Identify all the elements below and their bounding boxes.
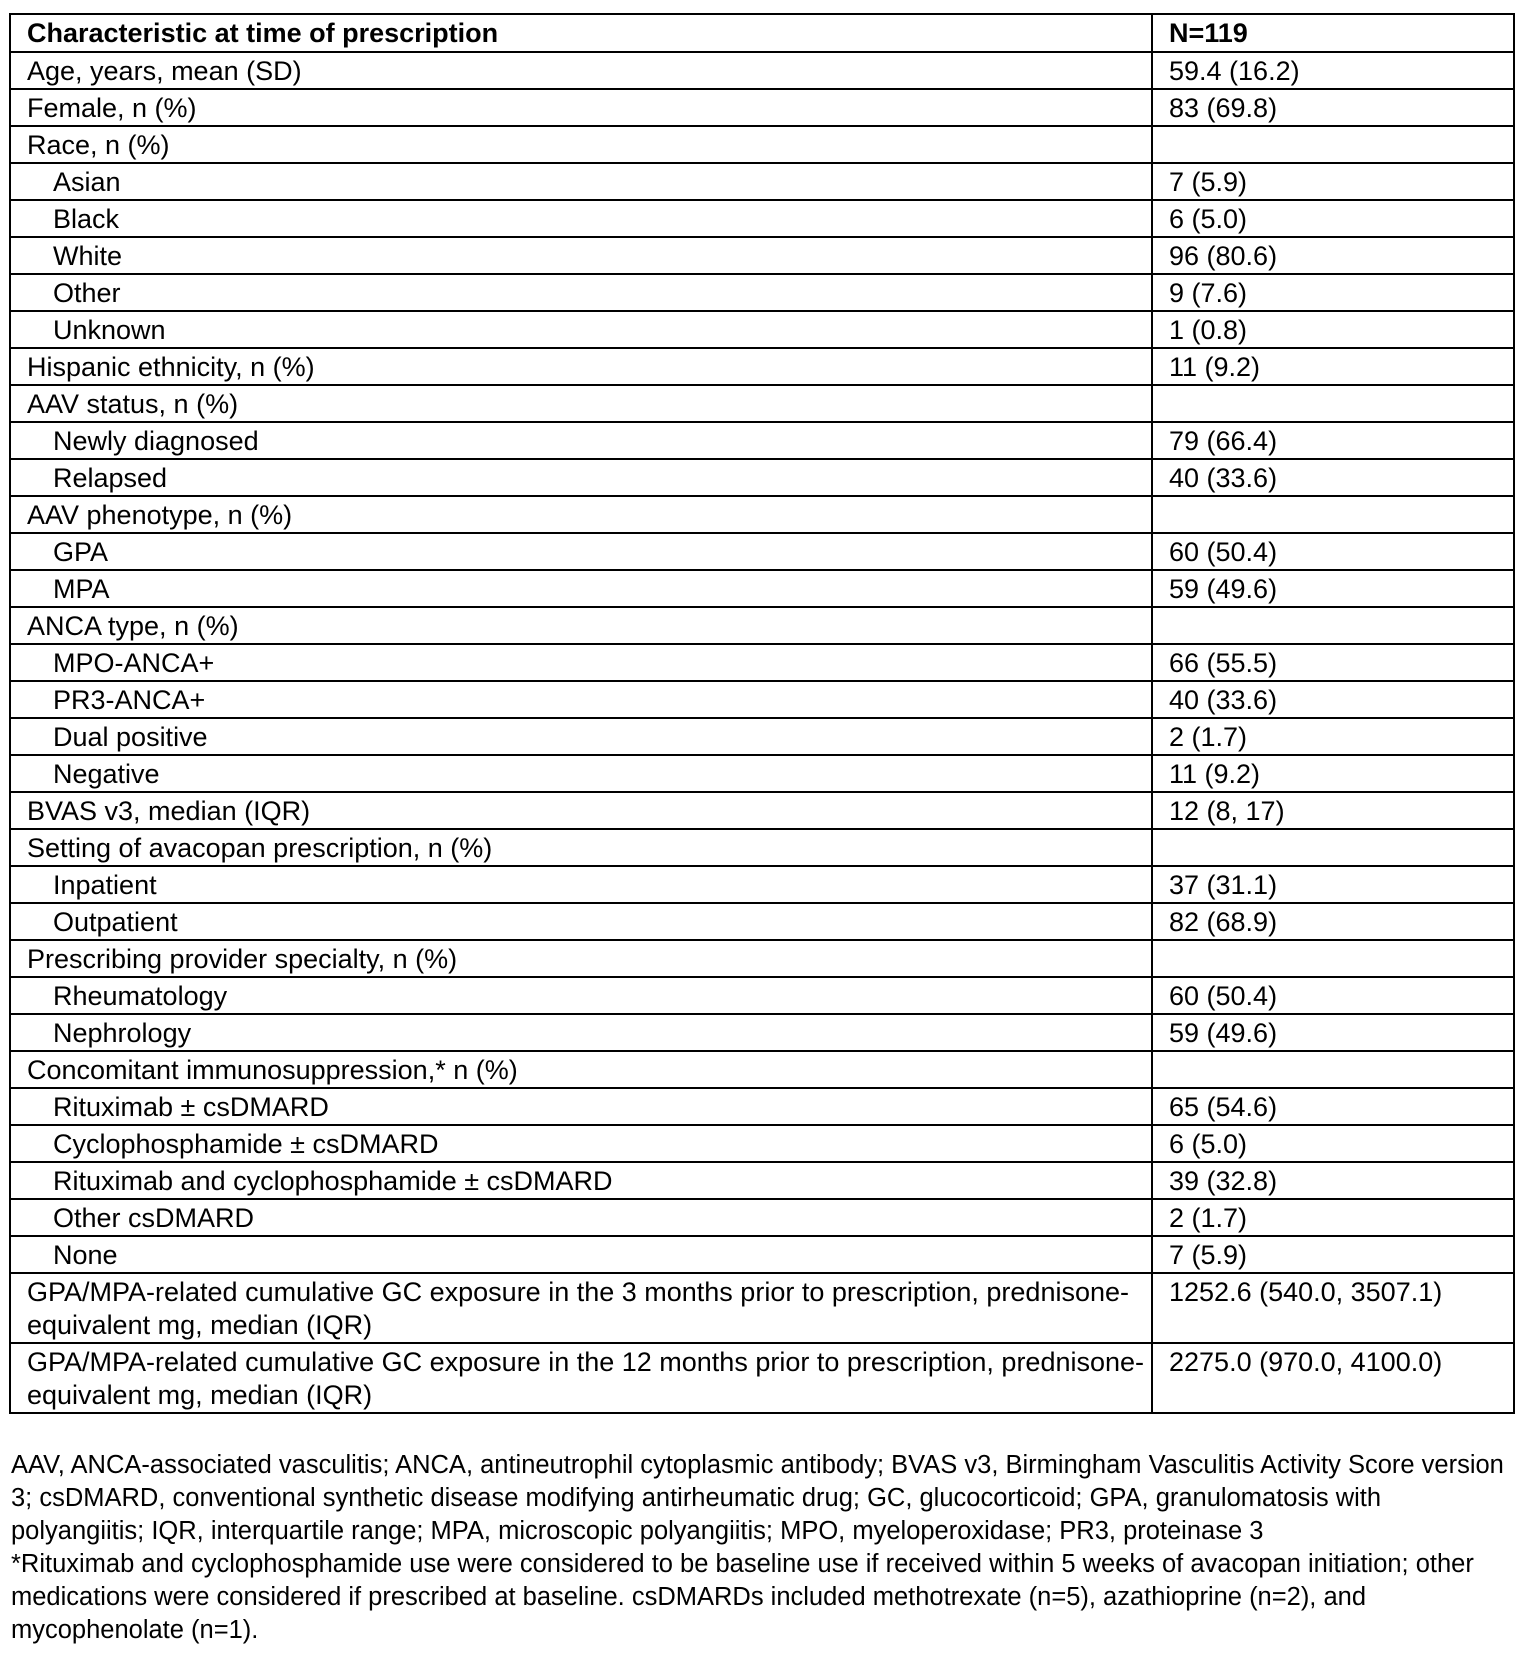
row-value: 6 (5.0) (1152, 1125, 1514, 1162)
row-label-cell (10, 1051, 1152, 1088)
row-label: MPO-ANCA+ (53, 648, 215, 678)
row-value: 59.4 (16.2) (1152, 52, 1514, 89)
table-row (10, 1273, 1514, 1343)
table-row (10, 792, 1514, 829)
row-value: 60 (50.4) (1152, 533, 1514, 570)
row-value: 83 (69.8) (1152, 89, 1514, 126)
row-label-cell (10, 163, 1152, 200)
row-value: 79 (66.4) (1152, 422, 1514, 459)
row-label-cell (10, 940, 1152, 977)
row-label-cell (10, 459, 1152, 496)
table-row (10, 644, 1514, 681)
row-value (1152, 829, 1514, 866)
header-characteristic: Characteristic at time of prescription (10, 14, 1152, 52)
row-label-cell (10, 570, 1152, 607)
row-label: AAV status, n (%) (27, 389, 239, 419)
row-value: 1252.6 (540.0, 3507.1) (1152, 1273, 1514, 1343)
row-value: 96 (80.6) (1152, 237, 1514, 274)
row-label: White (53, 241, 123, 271)
row-label-cell (10, 1125, 1152, 1162)
table-row (10, 1236, 1514, 1273)
row-label-cell (10, 274, 1152, 311)
row-label: GPA/MPA-related cumulative GC exposure in the 3 months prior to prescription, prednisone-equivalent mg, median (IQR) (27, 1277, 1130, 1340)
table-row (10, 1162, 1514, 1199)
row-label-cell (10, 607, 1152, 644)
row-label-cell (10, 755, 1152, 792)
row-label-cell (10, 903, 1152, 940)
row-label-cell (10, 1273, 1152, 1343)
row-label-cell (10, 200, 1152, 237)
table-notes (11, 1449, 1516, 1647)
row-value: 1 (0.8) (1152, 311, 1514, 348)
row-label-cell (10, 126, 1152, 163)
row-value: 7 (5.9) (1152, 163, 1514, 200)
table-row (10, 422, 1514, 459)
row-label: Rheumatology (53, 981, 228, 1011)
table-row (10, 496, 1514, 533)
row-value: 66 (55.5) (1152, 644, 1514, 681)
row-label-cell (10, 1199, 1152, 1236)
row-value: 65 (54.6) (1152, 1088, 1514, 1125)
row-value: 12 (8, 17) (1152, 792, 1514, 829)
row-label: Age, years, mean (SD) (27, 56, 302, 86)
table-row (10, 89, 1514, 126)
row-label: Female, n (%) (27, 93, 197, 123)
row-value (1152, 607, 1514, 644)
row-label-cell (10, 1343, 1152, 1413)
row-label-cell (10, 1162, 1152, 1199)
table-row (10, 681, 1514, 718)
row-value: 11 (9.2) (1152, 348, 1514, 385)
table-row (10, 52, 1514, 89)
row-label: Negative (53, 759, 160, 789)
table-row (10, 274, 1514, 311)
row-label-cell (10, 1014, 1152, 1051)
table-row (10, 755, 1514, 792)
table-row (10, 1199, 1514, 1236)
row-value: 6 (5.0) (1152, 200, 1514, 237)
table-row (10, 866, 1514, 903)
table-row (10, 348, 1514, 385)
row-value: 2275.0 (970.0, 4100.0) (1152, 1343, 1514, 1413)
table-row (10, 903, 1514, 940)
table-row (10, 311, 1514, 348)
row-value: 40 (33.6) (1152, 459, 1514, 496)
table-row (10, 533, 1514, 570)
row-label: Inpatient (53, 870, 157, 900)
row-label: Other (53, 278, 121, 308)
row-label: MPA (53, 574, 110, 604)
row-value (1152, 496, 1514, 533)
row-value: 82 (68.9) (1152, 903, 1514, 940)
table-row (10, 977, 1514, 1014)
row-value: 60 (50.4) (1152, 977, 1514, 1014)
row-label-cell (10, 644, 1152, 681)
row-label-cell (10, 237, 1152, 274)
row-label-cell (10, 422, 1152, 459)
row-label: GPA/MPA-related cumulative GC exposure in the 12 months prior to prescription, prednisone-equivalent mg, median (IQR) (27, 1347, 1145, 1410)
row-value: 39 (32.8) (1152, 1162, 1514, 1199)
table-row (10, 459, 1514, 496)
row-value: 9 (7.6) (1152, 274, 1514, 311)
row-label: Hispanic ethnicity, n (%) (27, 352, 315, 382)
table-row (10, 940, 1514, 977)
table-header-row (10, 14, 1514, 52)
row-label-cell (10, 977, 1152, 1014)
table-row (10, 237, 1514, 274)
row-label: ANCA type, n (%) (27, 611, 239, 641)
row-label-cell (10, 1236, 1152, 1273)
row-label: Black (53, 204, 120, 234)
abbreviations-note: AAV, ANCA-associated vasculitis; ANCA, antineutrophil cytoplasmic antibody; BVAS v3, Birmingham Vasculitis Activity Score version 3; csDMARD, conventional synthetic disease modifying antirheumatic drug; GC, glucocorticoid; GPA, granulomatosis with polyangiitis; IQR, interquartile range; MPA, microscopic polyangiitis; MPO, myeloperoxidase; PR3, proteinase 3 (11, 1451, 1504, 1545)
row-value: 2 (1.7) (1152, 1199, 1514, 1236)
table-row (10, 718, 1514, 755)
row-value: 11 (9.2) (1152, 755, 1514, 792)
row-value: 2 (1.7) (1152, 718, 1514, 755)
footnote: *Rituximab and cyclophosphamide use were considered to be baseline use if received within 5 weeks of avacopan initiation; other medications were considered if prescribed at baseline. csDMARDs included methotrexate (n=5), azathioprine (n=2), and mycophenolate (n=1). (11, 1550, 1474, 1644)
header-n: N=119 (1152, 14, 1514, 52)
row-label: Concomitant immunosuppression,* n (%) (27, 1055, 518, 1085)
row-label: Nephrology (53, 1018, 192, 1048)
row-label-cell (10, 1088, 1152, 1125)
row-label: Rituximab ± csDMARD (53, 1092, 329, 1122)
table-row (10, 1343, 1514, 1413)
row-value: 40 (33.6) (1152, 681, 1514, 718)
row-label: AAV phenotype, n (%) (27, 500, 293, 530)
row-label: PR3-ANCA+ (53, 685, 206, 715)
table-row (10, 570, 1514, 607)
row-label-cell (10, 52, 1152, 89)
row-label: GPA (53, 537, 109, 567)
row-value: 59 (49.6) (1152, 570, 1514, 607)
table-row (10, 1125, 1514, 1162)
table-row (10, 1014, 1514, 1051)
row-label: Rituximab and cyclophosphamide ± csDMARD (53, 1166, 613, 1196)
row-label-cell (10, 829, 1152, 866)
row-value (1152, 126, 1514, 163)
row-label-cell (10, 385, 1152, 422)
row-label-cell (10, 496, 1152, 533)
table-row (10, 829, 1514, 866)
row-label: Prescribing provider specialty, n (%) (27, 944, 458, 974)
row-label: Unknown (53, 315, 166, 345)
table-row (10, 200, 1514, 237)
row-label-cell (10, 718, 1152, 755)
table-row (10, 126, 1514, 163)
table-row (10, 1088, 1514, 1125)
row-label: Other csDMARD (53, 1203, 255, 1233)
row-value (1152, 385, 1514, 422)
row-label-cell (10, 533, 1152, 570)
row-label-cell (10, 348, 1152, 385)
row-label-cell (10, 681, 1152, 718)
row-label: BVAS v3, median (IQR) (27, 796, 311, 826)
row-label: Newly diagnosed (53, 426, 259, 456)
characteristics-table (9, 13, 1515, 1414)
table-row (10, 1051, 1514, 1088)
row-label: Race, n (%) (27, 130, 170, 160)
row-value: 7 (5.9) (1152, 1236, 1514, 1273)
row-label-cell (10, 866, 1152, 903)
row-value: 59 (49.6) (1152, 1014, 1514, 1051)
row-label-cell (10, 792, 1152, 829)
table-body (10, 14, 1514, 1413)
row-label: Setting of avacopan prescription, n (%) (27, 833, 493, 863)
row-value: 37 (31.1) (1152, 866, 1514, 903)
row-label: Cyclophosphamide ± csDMARD (53, 1129, 439, 1159)
row-label-cell (10, 311, 1152, 348)
row-value (1152, 940, 1514, 977)
row-value (1152, 1051, 1514, 1088)
row-label: Dual positive (53, 722, 208, 752)
table-row (10, 607, 1514, 644)
row-label: None (53, 1240, 118, 1270)
table-row (10, 163, 1514, 200)
row-label: Relapsed (53, 463, 168, 493)
table-row (10, 385, 1514, 422)
row-label: Outpatient (53, 907, 178, 937)
row-label-cell (10, 89, 1152, 126)
row-label: Asian (53, 167, 121, 197)
